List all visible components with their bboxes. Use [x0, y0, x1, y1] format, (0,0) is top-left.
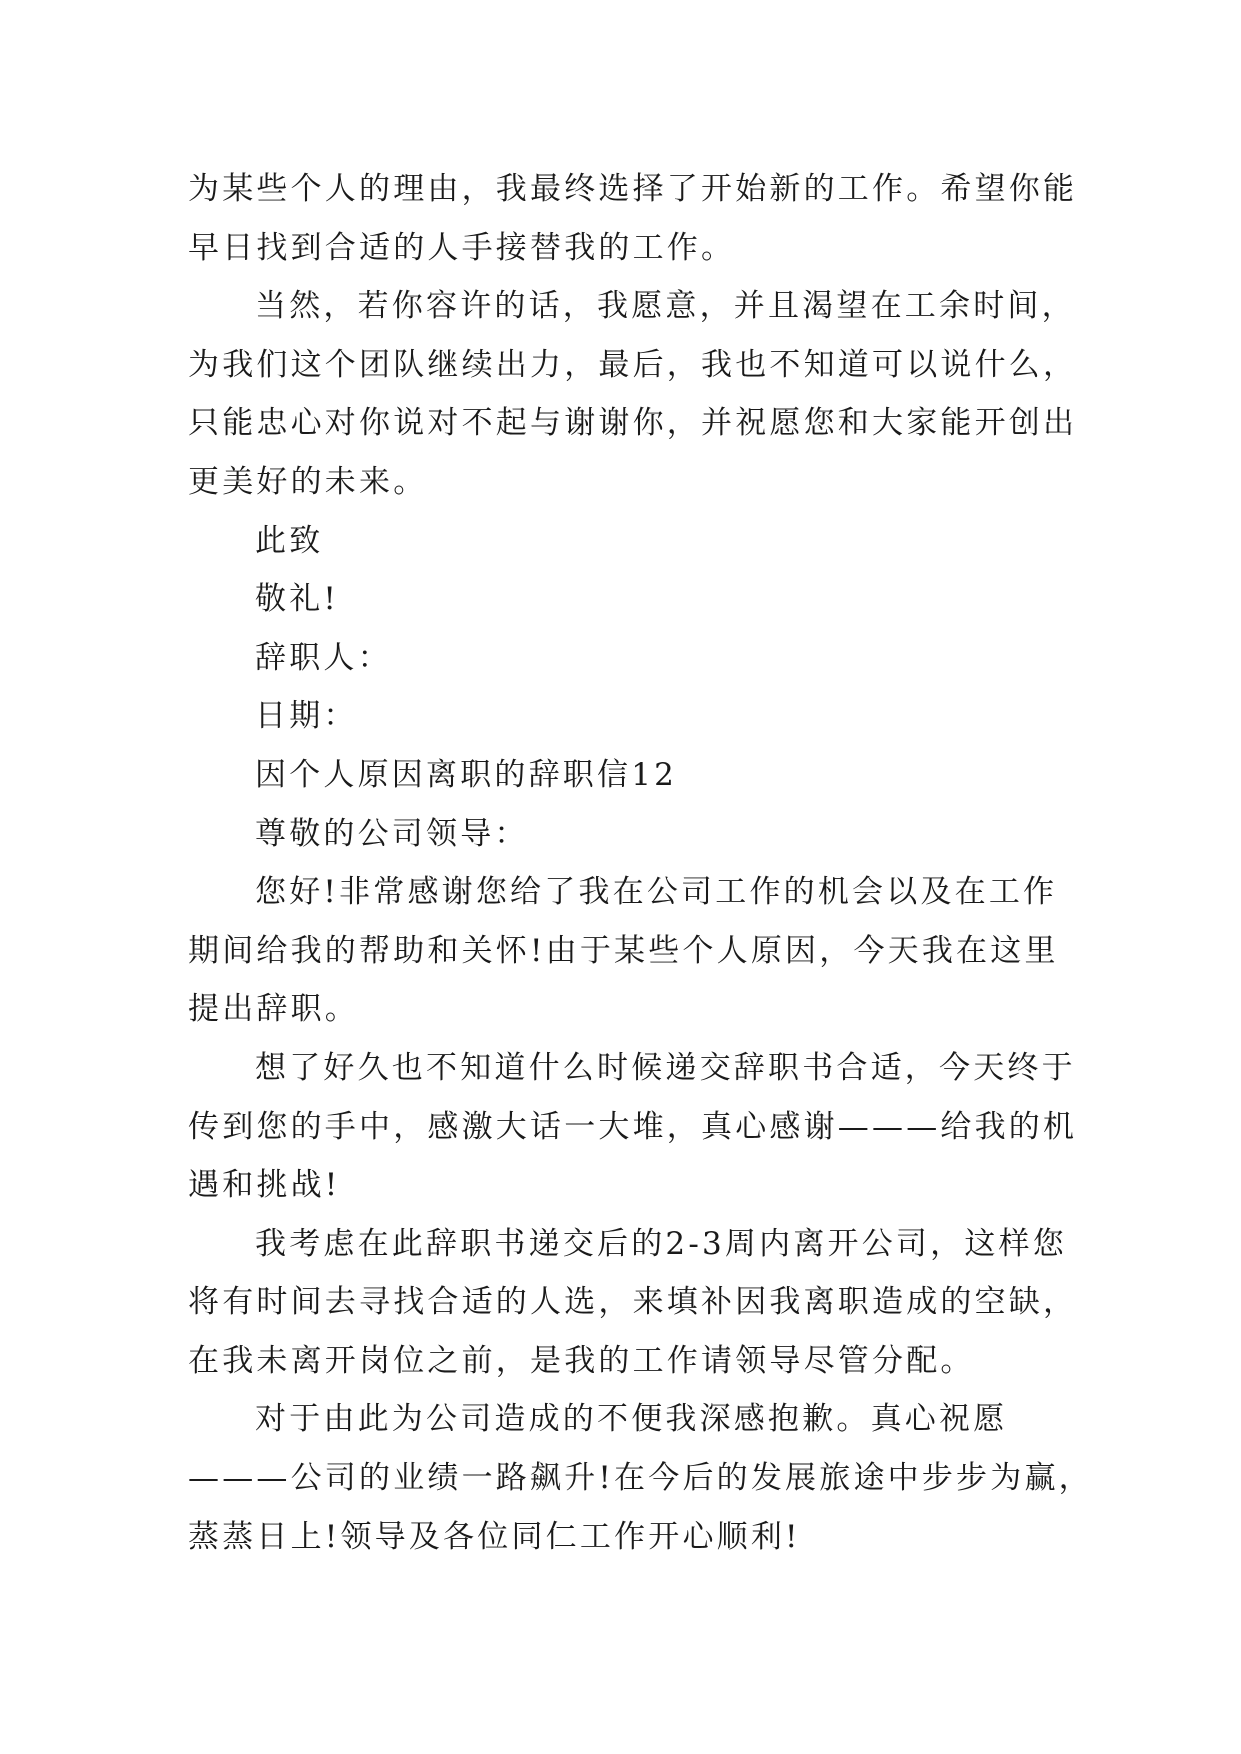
- text-line: 期间给我的帮助和关怀!由于某些个人原因，今天我在这里: [188, 932, 1059, 969]
- closing-regards: 敬礼!: [255, 581, 340, 618]
- closing-salutation: 此致: [255, 522, 324, 559]
- text-line: 想了好久也不知道什么时候递交辞职书合适，今天终于: [255, 1049, 1076, 1086]
- text-line: 早日找到合适的人手接替我的工作。: [188, 229, 736, 266]
- section-title: 因个人原因离职的辞职信12: [255, 756, 678, 793]
- text-line: 遇和挑战!: [188, 1167, 341, 1204]
- text-line: 蒸蒸日上!领导及各位同仁工作开心顺利!: [188, 1518, 801, 1555]
- text-line: 传到您的手中，感激大话一大堆，真心感谢———给我的机: [188, 1108, 1078, 1145]
- date-label: 日期：: [255, 698, 358, 735]
- text-line: 提出辞职。: [188, 991, 359, 1028]
- text-line: 对于由此为公司造成的不便我深感抱歉。真心祝愿: [255, 1401, 1008, 1438]
- greeting: 尊敬的公司领导：: [255, 815, 529, 852]
- text-line: 当然，若你容许的话，我愿意，并且渴望在工余时间，: [255, 288, 1076, 325]
- text-line: 更美好的未来。: [188, 463, 428, 500]
- text-line: 将有时间去寻找合适的人选，来填补因我离职造成的空缺，: [188, 1284, 1078, 1321]
- text-line: 在我未离开岗位之前，是我的工作请领导尽管分配。: [188, 1342, 975, 1379]
- text-line: 您好!非常感谢您给了我在公司工作的机会以及在工作: [255, 874, 1058, 911]
- letter-body: [188, 160, 1093, 1566]
- text-line: ———公司的业绩一路飙升!在今后的发展旅途中步步为赢，: [188, 1460, 1093, 1497]
- text-line: 为我们这个团队继续出力，最后，我也不知道可以说什么，: [188, 346, 1078, 383]
- text-line: 我考虑在此辞职书递交后的2-3周内离开公司，这样您: [255, 1225, 1067, 1262]
- text-line: 为某些个人的理由，我最终选择了开始新的工作。希望你能: [188, 171, 1078, 207]
- signature-label: 辞职人：: [255, 639, 392, 676]
- text-line: 只能忠心对你说对不起与谢谢你，并祝愿您和大家能开创出: [188, 405, 1078, 442]
